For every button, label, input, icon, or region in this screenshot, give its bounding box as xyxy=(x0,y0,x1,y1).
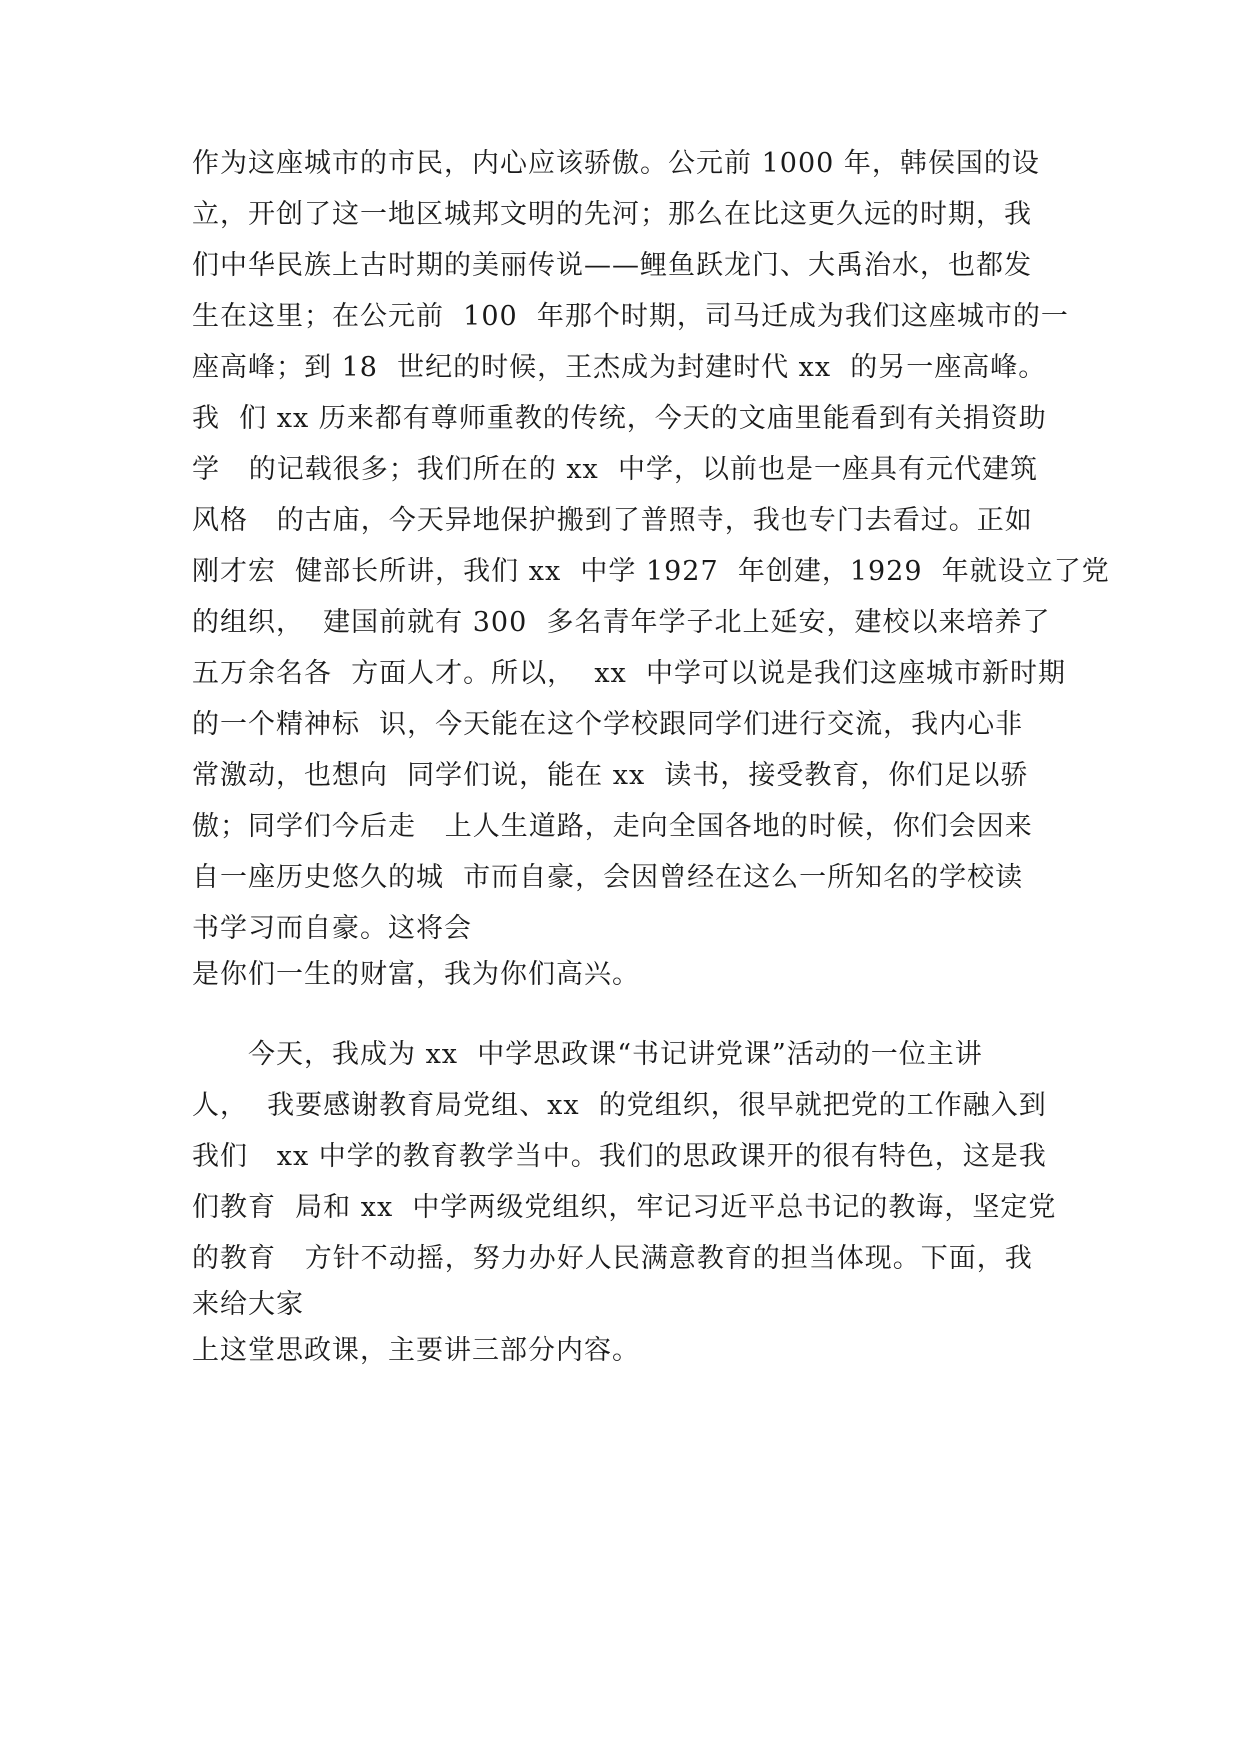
paragraph-2-line-6: 来给大家 xyxy=(192,1289,304,1320)
paragraph-1-line-14: 傲；同学们今后走 上人生道路，走向全国各地的时候，你们会因来 xyxy=(192,811,1033,842)
paragraph-2-line-5: 的教育 方针不动摇，努力办好人民满意教育的担当体现。下面，我 xyxy=(192,1243,1033,1274)
paragraph-1-line-7: 学 的记载很多；我们所在的 xx 中学，以前也是一座具有元代建筑 xyxy=(192,454,1038,485)
paragraph-1-line-10: 的组织， 建国前就有 300 多名青年学子北上延安，建校以来培养了 xyxy=(192,607,1051,638)
paragraph-2-line-1: 今天，我成为 xx 中学思政课“书记讲党课”活动的一位主讲 xyxy=(248,1039,983,1070)
paragraph-2-line-3: 我们 xx 中学的教育教学当中。我们的思政课开的很有特色，这是我 xyxy=(192,1141,1047,1172)
paragraph-1-line-9: 刚才宏 健部长所讲，我们 xx 中学 1927 年创建，1929 年就设立了党 xyxy=(192,556,1110,587)
paragraph-1-line-12: 的一个精神标 识，今天能在这个学校跟同学们进行交流，我内心非 xyxy=(192,709,1024,740)
paragraph-1-line-16: 书学习而自豪。这将会 xyxy=(192,913,472,944)
paragraph-1-line-2: 立，开创了这一地区城邦文明的先河；那么在比这更久远的时期，我 xyxy=(192,199,1032,230)
paragraph-2-line-2: 人， 我要感谢教育局党组、xx 的党组织，很早就把党的工作融入到 xyxy=(192,1090,1047,1121)
paragraph-1-line-15: 自一座历史悠久的城 市而自豪，会因曾经在这么一所知名的学校读 xyxy=(192,862,1024,893)
paragraph-1-line-6: 我 们 xx 历来都有尊师重教的传统，今天的文庙里能看到有关捐资助 xyxy=(192,403,1047,434)
paragraph-2-line-4: 们教育 局和 xx 中学两级党组织，牢记习近平总书记的教诲，坚定党 xyxy=(192,1192,1057,1223)
paragraph-1-line-5: 座高峰；到 18 世纪的时候，王杰成为封建时代 xx 的另一座高峰。 xyxy=(192,352,1047,383)
paragraph-1-line-4: 生在这里；在公元前 100 年那个时期，司马迁成为我们这座城市的一 xyxy=(192,301,1069,332)
paragraph-1-line-1: 作为这座城市的市民，内心应该骄傲。公元前 1000 年，韩侯国的设 xyxy=(192,148,1040,179)
paragraph-2-line-7: 上这堂思政课，主要讲三部分内容。 xyxy=(192,1335,640,1366)
paragraph-1-line-8: 风格 的古庙，今天异地保护搬到了普照寺，我也专门去看过。正如 xyxy=(192,505,1033,536)
paragraph-1-line-17: 是你们一生的财富，我为你们高兴。 xyxy=(192,959,640,990)
paragraph-1-line-13: 常激动，也想向 同学们说，能在 xx 读书，接受教育，你们足以骄 xyxy=(192,760,1029,791)
paragraph-1-line-3: 们中华民族上古时期的美丽传说——鲤鱼跃龙门、大禹治水，也都发 xyxy=(192,250,1032,281)
paragraph-1-line-11: 五万余名各 方面人才。所以， xx 中学可以说是我们这座城市新时期 xyxy=(192,658,1066,689)
